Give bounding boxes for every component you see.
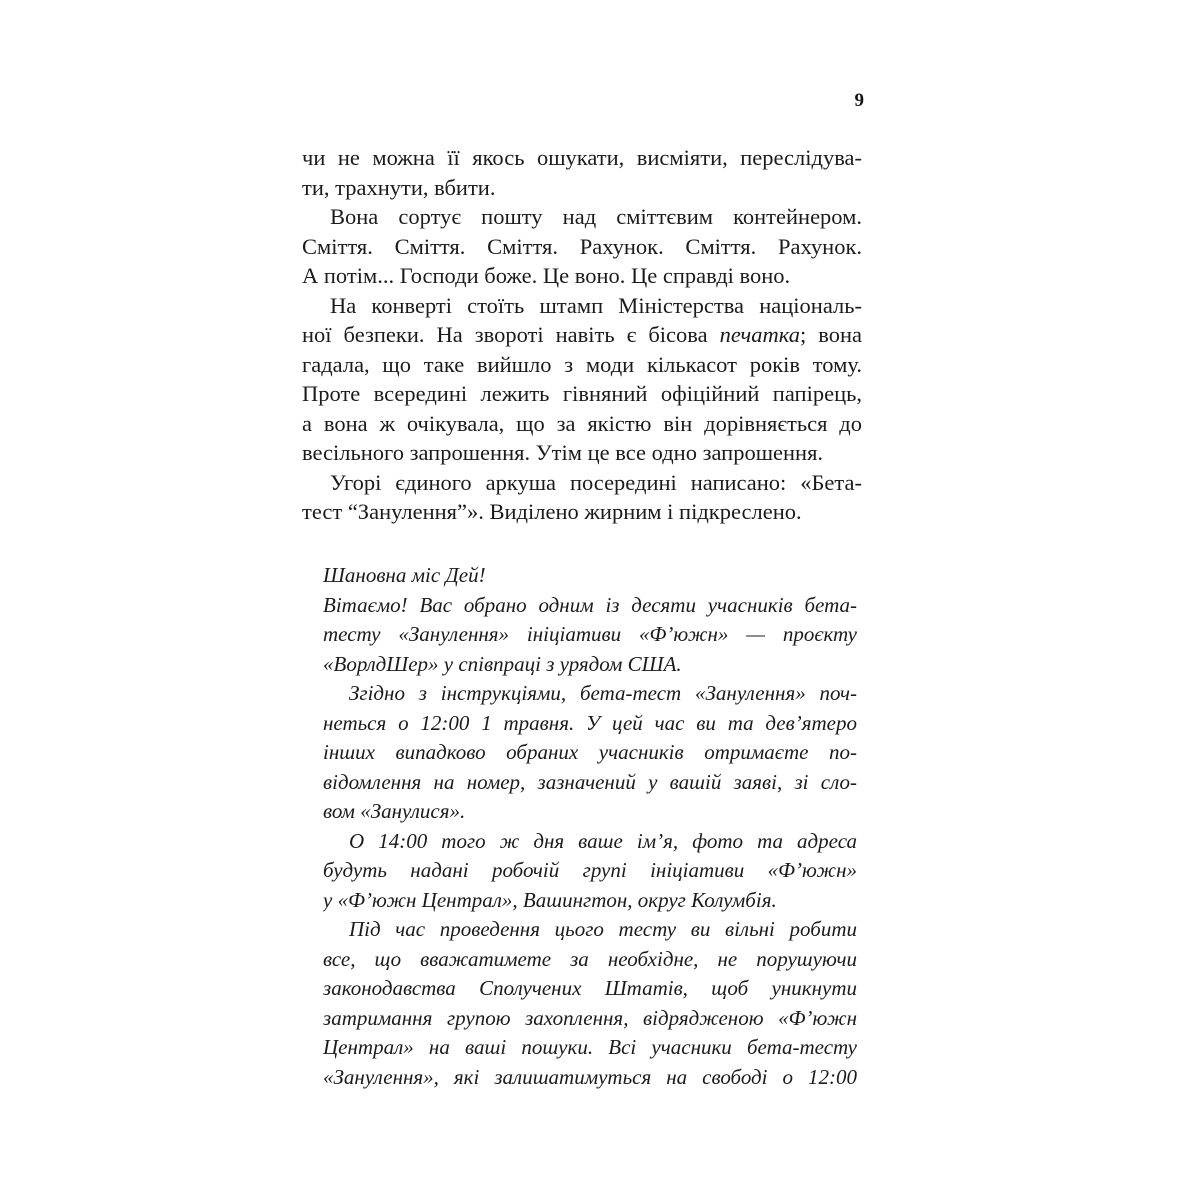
main-text (302, 143, 862, 527)
text-line: О 14:00 того ж дня ваше ім’я, фото та адреса (349, 828, 857, 853)
italic-text: печатка (719, 322, 800, 347)
text-line: Угорі єдиного аркуша посередині написано: «Бета- (330, 469, 862, 495)
text-line: а вона ж очікувала, що за якістю він дорівняється до (302, 410, 862, 436)
text-line: затримання групою захоплення, відрядженою «Ф’южн (323, 1005, 857, 1030)
text-line: На конверті стоїть штамп Міністерства національ- (330, 292, 862, 318)
text-line: А потім... Господи боже. Це воно. Це справді воно. (302, 263, 791, 288)
text-line: тесту «Занулення» ініціативи «Ф’южн» — проєкту (323, 622, 857, 646)
text-line: Вітаємо! Вас обрано одним із десяти учасників бета- (323, 592, 857, 617)
text-line: весільного запрошення. Утім це все одно запрошення. (302, 440, 824, 465)
text-line: інших випадково обраних учасників отримаєте по- (323, 740, 857, 764)
text-line: відомлення на номер, зазначений у вашій заяві, зі сло- (323, 769, 857, 794)
text-line: вом «Занулися». (323, 799, 466, 823)
text-line: у «Ф’южн Централ», Вашингтон, округ Колумбія. (323, 887, 777, 912)
page-number: 9 (854, 90, 864, 111)
text-line: «Занулення», які залишатимуться на свободі о 12:00 (323, 1064, 857, 1089)
text-line: Сміття. Сміття. Сміття. Рахунок. Сміття. Рахунок. (302, 233, 862, 259)
text-line: неться о 12:00 1 травня. У цей час ви та дев’ятеро (323, 710, 857, 735)
text-line: законодавства Сполучених Штатів, щоб уникнути (323, 976, 857, 1000)
text-line: чи не можна її якось ошукати, висміяти, переслідува- (302, 145, 862, 170)
text-line: ної безпеки. На звороті навіть є бісова печатка; вона (302, 322, 862, 347)
text-line: Вона сортує пошту над сміттєвим контейнером. (330, 204, 862, 229)
text-line: ти, трахнути, вбити. (302, 174, 496, 200)
text-line: все, що вважатимете за необхідне, не порушуючи (323, 946, 857, 971)
text-line: Централ» на ваші пошуки. Всі учасники бета-тесту (323, 1035, 857, 1059)
letter-block (323, 561, 857, 1092)
text-line: будуть надані робочій групі ініціативи «Ф’южн» (323, 858, 857, 882)
text-line: гадала, що таке вийшло з моди кількасот років тому. (302, 351, 862, 377)
text-line: Проте всередині лежить гівняний офіційний папірець, (302, 381, 862, 406)
text-line: Згідно з інструкціями, бета-тест «Занулення» поч- (349, 681, 857, 705)
text-line: «ВорлдШер» у співпраці з урядом США. (323, 651, 682, 676)
text-line: тест “Занулення”». Виділено жирним і підкреслено. (302, 499, 802, 524)
text-line: Шановна міс Дей! (323, 563, 486, 587)
text-line: Під час проведення цього тесту ви вільні робити (349, 917, 857, 941)
